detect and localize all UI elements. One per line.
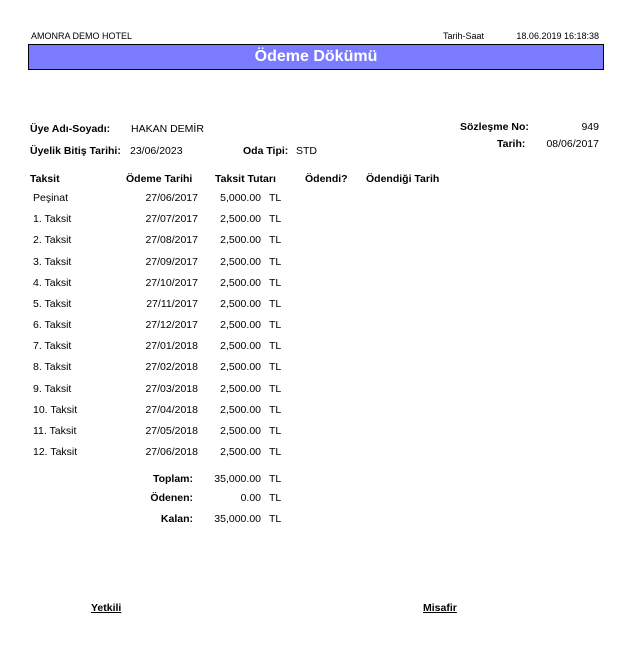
row-currency: TL — [269, 425, 282, 437]
table-row — [0, 340, 630, 354]
col-header-paid-date: Ödendiği Tarih — [366, 173, 440, 185]
row-amount: 2,500.00 — [220, 213, 261, 225]
col-header-payment-date: Ödeme Tarihi — [126, 173, 193, 185]
remaining-currency: TL — [269, 513, 282, 525]
contract-no-value: 949 — [581, 121, 599, 133]
table-row — [0, 298, 630, 312]
hotel-name: AMONRA DEMO HOTEL — [31, 31, 133, 41]
row-installment-name: 8. Taksit — [33, 361, 72, 373]
row-installment-name: 11. Taksit — [33, 425, 77, 437]
member-value: HAKAN DEMİR — [131, 123, 204, 135]
row-payment-date: 27/08/2017 — [145, 234, 198, 246]
row-currency: TL — [269, 361, 282, 373]
room-type-label: Oda Tipi: — [243, 145, 289, 157]
row-installment-name: 5. Taksit — [33, 298, 72, 310]
membership-end-label: Üyelik Bitiş Tarihi: — [30, 145, 121, 157]
table-row — [0, 277, 630, 291]
member-label: Üye Adı-Soyadı: — [30, 123, 111, 135]
row-currency: TL — [269, 340, 282, 352]
row-amount: 2,500.00 — [220, 298, 261, 310]
row-payment-date: 27/09/2017 — [145, 256, 198, 268]
total-row — [0, 473, 630, 487]
datetime-label: Tarih-Saat — [443, 31, 485, 41]
row-amount: 2,500.00 — [220, 425, 261, 437]
row-payment-date: 27/11/2017 — [146, 298, 198, 310]
row-installment-name: 4. Taksit — [33, 277, 72, 289]
row-installment-name: 2. Taksit — [33, 234, 72, 246]
remaining-label: Kalan: — [160, 513, 193, 525]
authorized-signature-label: Yetkili — [91, 602, 122, 614]
row-installment-name: 6. Taksit — [33, 319, 72, 331]
paid-row — [0, 492, 630, 506]
row-amount: 2,500.00 — [220, 256, 261, 268]
row-installment-name: Peşinat — [33, 192, 69, 204]
datetime-value: 18.06.2019 16:18:38 — [516, 31, 599, 41]
page-title: Ödeme Dökümü — [28, 44, 604, 70]
paid-currency: TL — [269, 492, 282, 504]
row-amount: 5,000.00 — [220, 192, 261, 204]
table-row — [0, 404, 630, 418]
row-amount: 2,500.00 — [220, 446, 261, 458]
table-row — [0, 234, 630, 248]
row-currency: TL — [269, 298, 282, 310]
membership-end-value: 23/06/2023 — [130, 145, 183, 157]
row-payment-date: 27/12/2017 — [145, 319, 198, 331]
row-payment-date: 27/06/2018 — [145, 446, 198, 458]
row-payment-date: 27/01/2018 — [145, 340, 198, 352]
paid-value: 0.00 — [240, 492, 261, 504]
table-row — [0, 425, 630, 439]
row-currency: TL — [269, 213, 282, 225]
row-currency: TL — [269, 319, 282, 331]
row-amount: 2,500.00 — [220, 340, 261, 352]
row-amount: 2,500.00 — [220, 277, 261, 289]
paid-label: Ödenen: — [150, 492, 193, 504]
date-value: 08/06/2017 — [546, 138, 599, 150]
row-payment-date: 27/04/2018 — [145, 404, 198, 416]
remaining-row — [0, 513, 630, 527]
row-currency: TL — [269, 404, 282, 416]
row-currency: TL — [269, 383, 282, 395]
row-amount: 2,500.00 — [220, 234, 261, 246]
room-type-value: STD — [296, 145, 317, 157]
row-amount: 2,500.00 — [220, 361, 261, 373]
remaining-value: 35,000.00 — [214, 513, 261, 525]
row-currency: TL — [269, 446, 282, 458]
table-row — [0, 446, 630, 460]
row-payment-date: 27/06/2017 — [145, 192, 198, 204]
row-payment-date: 27/02/2018 — [145, 361, 198, 373]
row-currency: TL — [269, 234, 282, 246]
row-installment-name: 1. Taksit — [33, 213, 72, 225]
row-installment-name: 12. Taksit — [33, 446, 78, 458]
row-currency: TL — [269, 192, 282, 204]
row-amount: 2,500.00 — [220, 319, 261, 331]
row-installment-name: 9. Taksit — [33, 383, 72, 395]
row-payment-date: 27/05/2018 — [145, 425, 198, 437]
table-row — [0, 319, 630, 333]
table-row — [0, 192, 630, 206]
row-currency: TL — [269, 277, 282, 289]
col-header-paid: Ödendi? — [305, 173, 348, 185]
row-installment-name: 10. Taksit — [33, 404, 78, 416]
guest-signature-label: Misafir — [423, 602, 457, 614]
row-payment-date: 27/10/2017 — [145, 277, 198, 289]
row-installment-name: 7. Taksit — [33, 340, 72, 352]
row-payment-date: 27/07/2017 — [145, 213, 198, 225]
table-row — [0, 383, 630, 397]
contract-no-label: Sözleşme No: — [460, 121, 529, 133]
col-header-amount: Taksit Tutarı — [215, 173, 276, 185]
row-installment-name: 3. Taksit — [33, 256, 72, 268]
row-currency: TL — [269, 256, 282, 268]
date-label: Tarih: — [497, 138, 526, 150]
total-currency: TL — [269, 473, 282, 485]
table-row — [0, 361, 630, 375]
col-header-installment: Taksit — [30, 173, 60, 185]
row-payment-date: 27/03/2018 — [145, 383, 198, 395]
table-row — [0, 256, 630, 270]
row-amount: 2,500.00 — [220, 404, 261, 416]
total-value: 35,000.00 — [214, 473, 261, 485]
row-amount: 2,500.00 — [220, 383, 261, 395]
table-row — [0, 213, 630, 227]
total-label: Toplam: — [152, 473, 193, 485]
